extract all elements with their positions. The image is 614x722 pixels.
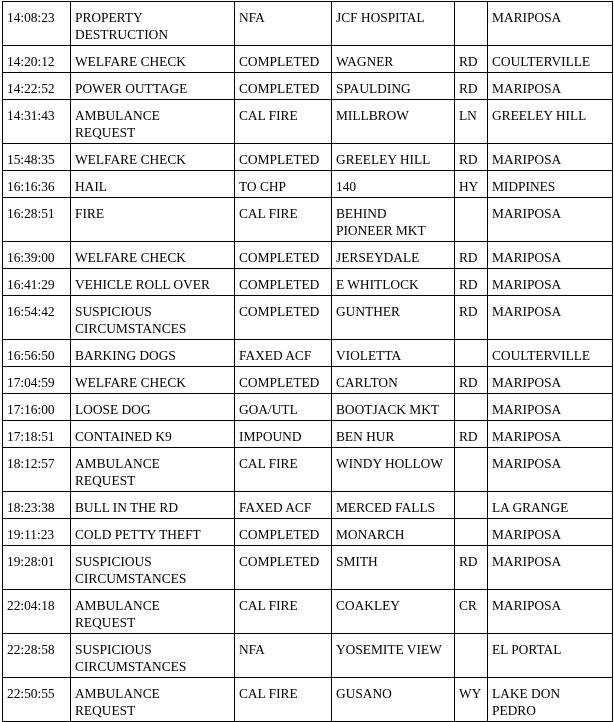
time-cell: 14:20:12 [3,46,71,73]
time-cell: 18:23:38 [3,492,71,519]
time-cell: 16:16:36 [3,171,71,198]
call-type-cell: WELFARE CHECK [71,367,235,394]
street-suffix-cell: RD [455,73,488,100]
disposition-cell: CAL FIRE [235,590,332,634]
call-type-cell: AMBULANCE REQUEST [71,590,235,634]
time-cell: 16:39:00 [3,242,71,269]
city-cell: MARIPOSA [488,242,613,269]
street-cell: GREELEY HILL [332,144,455,171]
disposition-cell: COMPLETED [235,269,332,296]
street-suffix-cell [455,394,488,421]
street-cell: BOOTJACK MKT [332,394,455,421]
table-row [3,73,613,100]
street-suffix-cell: RD [455,546,488,590]
street-cell: SMITH [332,546,455,590]
street-cell: JERSEYDALE [332,242,455,269]
call-type-cell: HAIL [71,171,235,198]
street-suffix-cell: RD [455,46,488,73]
disposition-cell: IMPOUND [235,421,332,448]
street-cell: BEHIND PIONEER MKT [332,198,455,242]
city-cell: MARIPOSA [488,73,613,100]
street-suffix-cell: RD [455,242,488,269]
call-type-cell: COLD PETTY THEFT [71,519,235,546]
city-cell: MARIPOSA [488,2,613,46]
street-cell: MONARCH [332,519,455,546]
table-row [3,100,613,144]
table-row [3,546,613,590]
time-cell: 14:31:43 [3,100,71,144]
street-cell: 140 [332,171,455,198]
city-cell: COULTERVILLE [488,46,613,73]
time-cell: 22:04:18 [3,590,71,634]
street-suffix-cell: CR [455,590,488,634]
call-type-cell: WELFARE CHECK [71,144,235,171]
call-type-cell: AMBULANCE REQUEST [71,100,235,144]
street-cell: GUSANO [332,678,455,722]
time-cell: 16:41:29 [3,269,71,296]
street-cell: SPAULDING [332,73,455,100]
time-cell: 17:18:51 [3,421,71,448]
table-row [3,492,613,519]
disposition-cell: COMPLETED [235,242,332,269]
city-cell: MARIPOSA [488,144,613,171]
time-cell: 22:50:55 [3,678,71,722]
street-cell: YOSEMITE VIEW [332,634,455,678]
city-cell: GREELEY HILL [488,100,613,144]
table-row [3,367,613,394]
time-cell: 15:48:35 [3,144,71,171]
time-cell: 14:08:23 [3,2,71,46]
table-row [3,144,613,171]
street-cell: COAKLEY [332,590,455,634]
time-cell: 16:28:51 [3,198,71,242]
disposition-cell: NFA [235,634,332,678]
call-type-cell: LOOSE DOG [71,394,235,421]
disposition-cell: COMPLETED [235,73,332,100]
disposition-cell: TO CHP [235,171,332,198]
time-cell: 16:56:50 [3,340,71,367]
disposition-cell: COMPLETED [235,367,332,394]
call-type-cell: SUSPICIOUS CIRCUMSTANCES [71,546,235,590]
city-cell: MIDPINES [488,171,613,198]
street-suffix-cell [455,448,488,492]
street-cell: JCF HOSPITAL [332,2,455,46]
disposition-cell: COMPLETED [235,546,332,590]
call-type-cell: AMBULANCE REQUEST [71,448,235,492]
table-row [3,2,613,46]
table-row [3,394,613,421]
call-log-body [3,2,613,722]
disposition-cell: GOA/UTL [235,394,332,421]
table-row [3,421,613,448]
table-row [3,340,613,367]
disposition-cell: COMPLETED [235,46,332,73]
street-cell: CARLTON [332,367,455,394]
call-type-cell: CONTAINED K9 [71,421,235,448]
disposition-cell: COMPLETED [235,296,332,340]
time-cell: 22:28:58 [3,634,71,678]
street-suffix-cell [455,519,488,546]
call-type-cell: AMBULANCE REQUEST [71,678,235,722]
disposition-cell: COMPLETED [235,144,332,171]
time-cell: 18:12:57 [3,448,71,492]
street-suffix-cell: WY [455,678,488,722]
street-cell: VIOLETTA [332,340,455,367]
call-type-cell: SUSPICIOUS CIRCUMSTANCES [71,634,235,678]
time-cell: 16:54:42 [3,296,71,340]
call-type-cell: PROPERTY DESTRUCTION [71,2,235,46]
street-suffix-cell: RD [455,269,488,296]
table-row [3,269,613,296]
table-row [3,634,613,678]
street-suffix-cell: HY [455,171,488,198]
city-cell: EL PORTAL [488,634,613,678]
street-cell: GUNTHER [332,296,455,340]
call-type-cell: POWER OUTTAGE [71,73,235,100]
call-type-cell: WELFARE CHECK [71,242,235,269]
city-cell: LAKE DON PEDRO [488,678,613,722]
call-type-cell: FIRE [71,198,235,242]
street-cell: BEN HUR [332,421,455,448]
table-row [3,519,613,546]
city-cell: MARIPOSA [488,421,613,448]
disposition-cell: FAXED ACF [235,340,332,367]
disposition-cell: COMPLETED [235,519,332,546]
street-cell: WINDY HOLLOW [332,448,455,492]
table-row [3,678,613,722]
call-type-cell: BULL IN THE RD [71,492,235,519]
call-type-cell: WELFARE CHECK [71,46,235,73]
city-cell: MARIPOSA [488,367,613,394]
table-row [3,448,613,492]
street-cell: MILLBROW [332,100,455,144]
table-row [3,296,613,340]
disposition-cell: CAL FIRE [235,100,332,144]
city-cell: MARIPOSA [488,198,613,242]
street-suffix-cell: RD [455,367,488,394]
street-suffix-cell: LN [455,100,488,144]
street-suffix-cell: RD [455,144,488,171]
street-suffix-cell [455,492,488,519]
city-cell: MARIPOSA [488,590,613,634]
street-cell: WAGNER [332,46,455,73]
street-suffix-cell: RD [455,421,488,448]
time-cell: 19:28:01 [3,546,71,590]
call-type-cell: VEHICLE ROLL OVER [71,269,235,296]
street-suffix-cell [455,2,488,46]
city-cell: MARIPOSA [488,519,613,546]
disposition-cell: CAL FIRE [235,198,332,242]
call-type-cell: SUSPICIOUS CIRCUMSTANCES [71,296,235,340]
city-cell: MARIPOSA [488,296,613,340]
table-row [3,590,613,634]
street-suffix-cell: RD [455,296,488,340]
time-cell: 19:11:23 [3,519,71,546]
city-cell: MARIPOSA [488,448,613,492]
time-cell: 17:16:00 [3,394,71,421]
city-cell: MARIPOSA [488,269,613,296]
table-row [3,242,613,269]
call-type-cell: BARKING DOGS [71,340,235,367]
disposition-cell: CAL FIRE [235,678,332,722]
city-cell: COULTERVILLE [488,340,613,367]
table-row [3,46,613,73]
street-cell: MERCED FALLS [332,492,455,519]
disposition-cell: FAXED ACF [235,492,332,519]
table-row [3,198,613,242]
city-cell: MARIPOSA [488,546,613,590]
disposition-cell: NFA [235,2,332,46]
street-cell: E WHITLOCK [332,269,455,296]
table-row [3,171,613,198]
city-cell: LA GRANGE [488,492,613,519]
street-suffix-cell [455,340,488,367]
city-cell: MARIPOSA [488,394,613,421]
street-suffix-cell [455,634,488,678]
time-cell: 14:22:52 [3,73,71,100]
street-suffix-cell [455,198,488,242]
disposition-cell: CAL FIRE [235,448,332,492]
call-log-table [2,1,613,722]
time-cell: 17:04:59 [3,367,71,394]
